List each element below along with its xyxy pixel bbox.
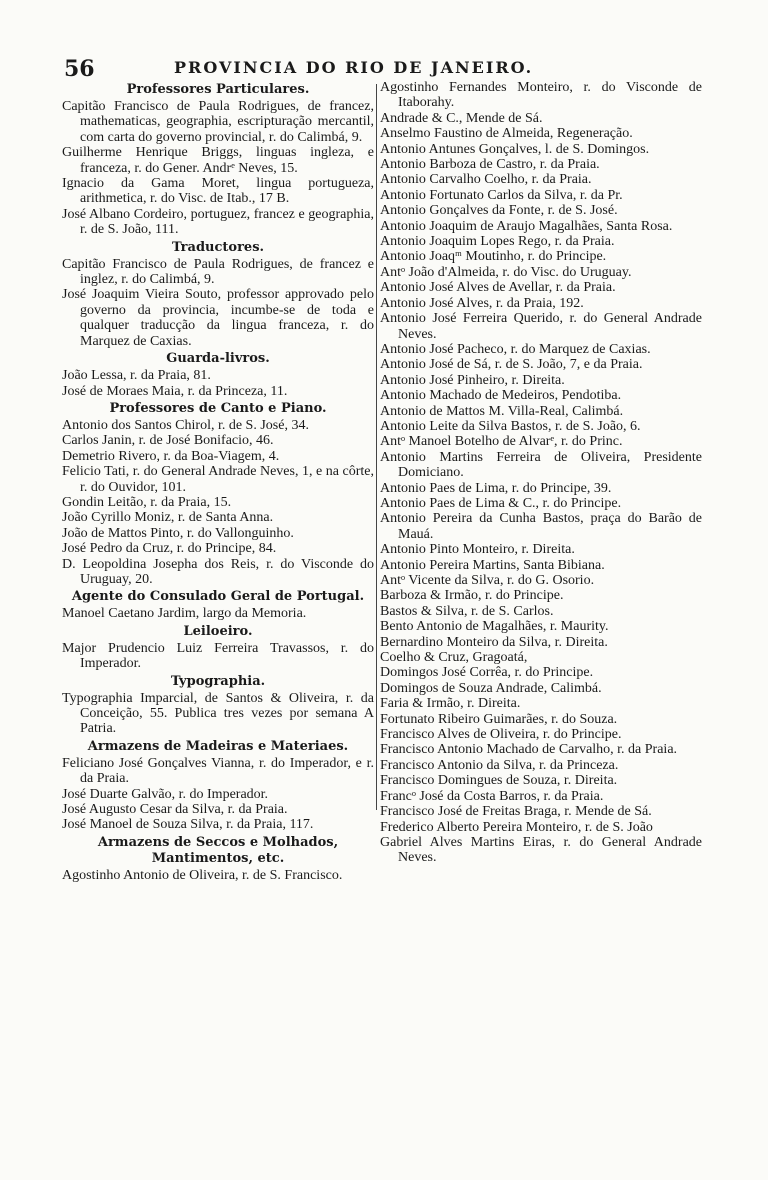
directory-entry: Antonio José Pacheco, r. do Marquez de Caxias. xyxy=(380,341,651,357)
directory-entry: Antonio José Alves, r. da Praia, 192. xyxy=(380,295,584,311)
directory-entry: Antonio Paes de Lima & C., r. do Principe. xyxy=(380,495,622,511)
directory-entry: Antonio Paes de Lima, r. do Principe, 39. xyxy=(380,480,612,496)
directory-entry: Anselmo Faustino de Almeida, Regeneração. xyxy=(380,126,633,142)
section-heading: Typographia. xyxy=(170,673,266,689)
directory-entry: João Cyrillo Moniz, r. de Santa Anna. xyxy=(62,510,274,526)
directory-entry: Antonio Machado de Medeiros, Pendotiba. xyxy=(380,388,622,404)
directory-entry: Antonio Gonçalves da Fonte, r. de S. José. xyxy=(380,203,618,219)
directory-entry: Antᵒ Vicente da Silva, r. do G. Osorio. xyxy=(380,573,595,588)
right-column xyxy=(380,80,702,866)
directory-entry: D. Leopoldina Josepha dos Reis, r. do Visconde do Uruguay, 20. xyxy=(62,556,374,587)
directory-entry: Felicio Tati, r. do General Andrade Neves, 1, e na côrte, r. do Ouvidor, 101. xyxy=(62,464,374,495)
directory-entry: Typographia Imparcial, de Santos & Oliveira, r. da Conceição, 55. Publica tres vezes por semana A Patria. xyxy=(62,690,374,737)
directory-entry: Antonio José Ferreira Querido, r. do General Andrade Neves. xyxy=(380,311,702,342)
directory-entry: Antonio Martins Ferreira de Oliveira, Presidente Domiciano. xyxy=(380,449,702,481)
directory-entry: José de Moraes Maia, r. da Princeza, 11. xyxy=(62,383,288,399)
section-heading: Agente do Consulado Geral de Portugal. xyxy=(71,589,365,605)
directory-entry: Francisco José de Freitas Braga, r. Mende de Sá. xyxy=(380,804,652,820)
directory-entry: Antonio Pereira Martins, Santa Bibiana. xyxy=(380,557,605,573)
section-heading: Guarda-livros. xyxy=(166,351,270,367)
directory-entry: Francisco Antonio da Silva, r. da Princeza. xyxy=(380,757,619,773)
section-heading: Leiloeiro. xyxy=(183,623,253,639)
directory-entry: Bernardino Monteiro da Silva, r. Direita. xyxy=(380,634,608,650)
directory-entry: Coelho & Cruz, Gragoatá, xyxy=(380,650,528,666)
directory-entry: José Pedro da Cruz, r. do Principe, 84. xyxy=(62,541,277,557)
directory-entry: João de Mattos Pinto, r. do Vallonguinho. xyxy=(62,525,294,541)
directory-entry: Antonio Joaquim Lopes Rego, r. da Praia. xyxy=(380,234,615,250)
directory-entry: Capitão Francisco de Paula Rodrigues, de francez e inglez, r. do Calimbá, 9. xyxy=(62,256,374,288)
directory-entry: Antonio Joaqᵐ Moutinho, r. do Principe. xyxy=(380,249,607,265)
directory-entry: Antonio dos Santos Chirol, r. de S. José, 34. xyxy=(62,417,309,433)
directory-entry: Antonio de Mattos M. Villa-Real, Calimbá. xyxy=(380,403,624,419)
section-heading: Professores de Canto e Piano. xyxy=(109,400,327,416)
directory-entry: Antonio José Pinheiro, r. Direita. xyxy=(380,372,565,388)
directory-entry: Francisco Alves de Oliveira, r. do Principe. xyxy=(380,727,622,743)
directory-entry: Antᵒ Manoel Botelho de Alvarᵉ, r. do Princ. xyxy=(380,434,623,450)
directory-entry: João Lessa, r. da Praia, 81. xyxy=(62,368,211,384)
directory-entry: Francisco Domingues de Souza, r. Direita. xyxy=(380,773,618,789)
directory-entry: José Joaquim Vieira Souto, professor approvado pelo governo da provincia, incumbe-se de toda e qualquer traducção da lingua franceza, r. do Marquez de Caxias. xyxy=(62,287,374,349)
directory-entry: José Manoel de Souza Silva, r. da Praia, 117. xyxy=(62,817,314,833)
directory-entry: Antonio Barboza de Castro, r. da Praia. xyxy=(380,157,600,173)
directory-entry: Major Prudencio Luiz Ferreira Travassos, r. do Imperador. xyxy=(62,640,374,672)
directory-entry: Antonio Antunes Gonçalves, l. de S. Domingos. xyxy=(380,141,650,157)
directory-entry: Agostinho Antonio de Oliveira, r. de S. Francisco. xyxy=(62,867,343,883)
column-divider xyxy=(376,84,377,810)
directory-entry: Barboza & Irmão, r. do Principe. xyxy=(380,588,564,604)
page-title: PROVINCIA DO RIO DE JANEIRO. xyxy=(174,58,534,77)
directory-entry: Demetrio Rivero, r. da Boa-Viagem, 4. xyxy=(62,448,280,464)
directory-entry: Antonio Joaquim de Araujo Magalhães, Santa Rosa. xyxy=(380,218,673,234)
directory-entry: Frederico Alberto Pereira Monteiro, r. de S. João xyxy=(380,819,653,835)
directory-entry: Antonio Leite da Silva Bastos, r. de S. João, 6. xyxy=(380,418,641,434)
directory-entry: José Augusto Cesar da Silva, r. da Praia. xyxy=(62,802,288,818)
directory-entry: Antonio José de Sá, r. de S. João, 7, e da Praia. xyxy=(380,357,643,373)
directory-entry: José Albano Cordeiro, portuguez, francez e geographia, r. de S. João, 111. xyxy=(62,206,374,238)
directory-entry: Francᵒ José da Costa Barros, r. da Praia. xyxy=(380,788,604,804)
directory-entry: Antonio Carvalho Coelho, r. da Praia. xyxy=(380,172,592,188)
directory-entry: Guilherme Henrique Briggs, linguas ingleza, e franceza, r. do Gener. Andrᵉ Neves, 15. xyxy=(62,145,374,176)
directory-entry: Fortunato Ribeiro Guimarães, r. do Souza. xyxy=(380,711,618,727)
directory-entry: Manoel Caetano Jardim, largo da Memoria. xyxy=(62,606,307,622)
directory-entry: Agostinho Fernandes Monteiro, r. do Visconde de Itaborahy. xyxy=(380,80,702,111)
directory-entry: Antᵒ João d'Almeida, r. do Visc. do Uruguay. xyxy=(380,264,632,280)
section-heading: Professores Particulares. xyxy=(126,82,310,97)
directory-entry: Capitão Francisco de Paula Rodrigues, de francez, mathematicas, geographia, escripturação mercantil, com carta do governo provincial, r. do Calimbá, 9. xyxy=(62,99,374,145)
section-heading: Armazens de Seccos e Molhados, Mantimentos, etc. xyxy=(97,834,339,866)
directory-entry: Antonio Pinto Monteiro, r. Direita. xyxy=(380,542,575,558)
directory-entry: Francisco Antonio Machado de Carvalho, r. da Praia. xyxy=(380,742,678,758)
directory-entry: Bento Antonio de Magalhães, r. Maurity. xyxy=(380,619,609,635)
directory-entry: Antonio Fortunato Carlos da Silva, r. da Pr. xyxy=(380,187,623,203)
directory-entry: Bastos & Silva, r. de S. Carlos. xyxy=(380,603,554,619)
directory-entry: Andrade & C., Mende de Sá. xyxy=(380,110,543,126)
directory-entry: Carlos Janin, r. de José Bonifacio, 46. xyxy=(62,433,274,449)
directory-entry: Gabriel Alves Martins Eiras, r. do General Andrade Neves. xyxy=(380,834,702,866)
directory-entry: Ignacio da Gama Moret, lingua portugueza, arithmetica, r. do Visc. de Itab., 17 B. xyxy=(62,176,374,207)
directory-entry: Feliciano José Gonçalves Vianna, r. do Imperador, e r. da Praia. xyxy=(62,755,374,787)
directory-entry: Domingos de Souza Andrade, Calimbá. xyxy=(380,680,602,696)
directory-entry: José Duarte Galvão, r. do Imperador. xyxy=(62,786,269,802)
directory-entry: Faria & Irmão, r. Direita. xyxy=(380,696,521,712)
directory-entry: Antonio José Alves de Avellar, r. da Praia. xyxy=(380,280,616,296)
directory-entry: Gondin Leitão, r. da Praia, 15. xyxy=(62,494,232,510)
page-number: 56 xyxy=(64,56,95,82)
directory-entry: Antonio Pereira da Cunha Bastos, praça do Barão de Mauá. xyxy=(380,511,702,542)
section-heading: Traductores. xyxy=(171,239,265,255)
left-column xyxy=(62,80,374,883)
section-heading: Armazens de Madeiras e Materiaes. xyxy=(87,738,349,754)
directory-entry: Domingos José Corrêa, r. do Principe. xyxy=(380,665,594,681)
